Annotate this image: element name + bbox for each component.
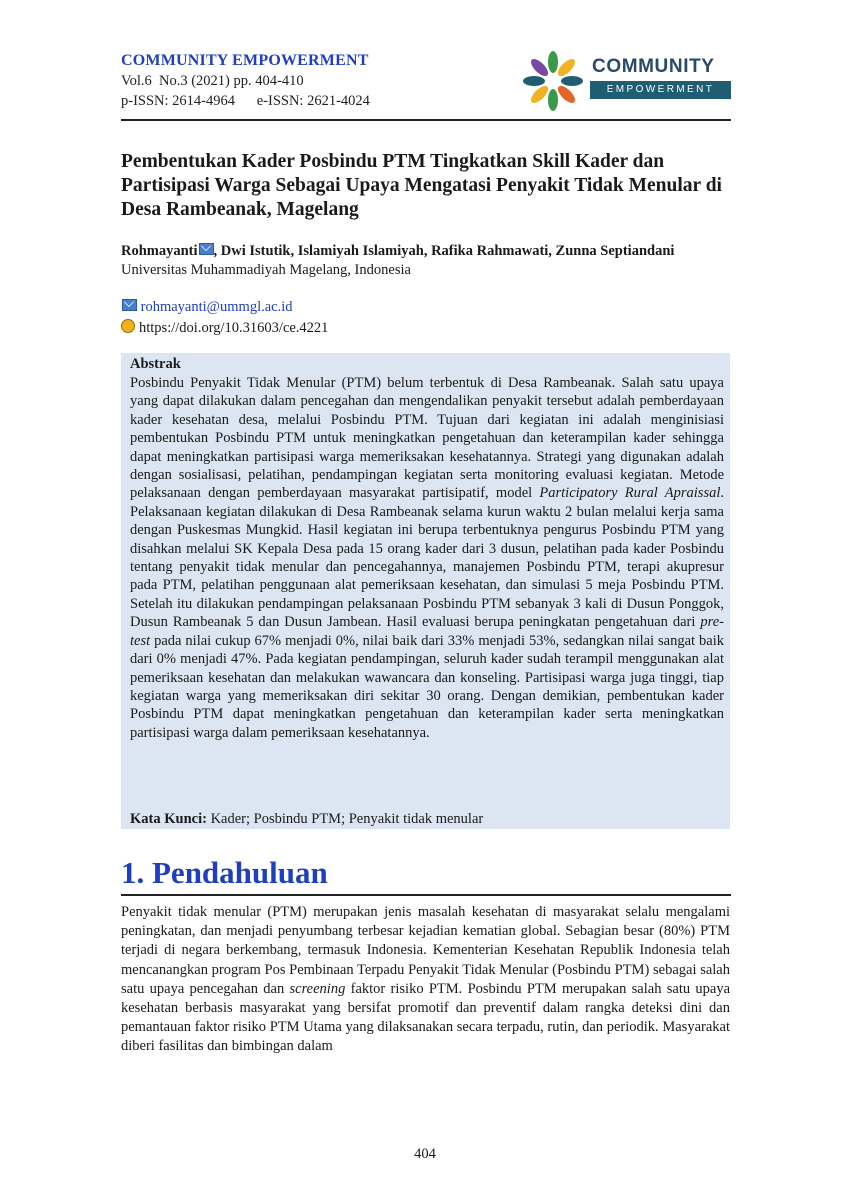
logo-subtitle: EMPOWERMENT (590, 81, 731, 99)
issn-info: p-ISSN: 2614-4964 e-ISSN: 2621-4024 (121, 93, 370, 109)
envelope-icon (122, 299, 137, 311)
article-title: Pembentukan Kader Posbindu PTM Tingkatkan Skill Kader dan Partisipasi Warga Sebagai Upaya Mengatasi Penyakit Tidak Menular di Desa Rambeanak, Magelang (121, 151, 722, 220)
keywords-list: Kader; Posbindu PTM; Penyakit tidak menular (206, 811, 484, 827)
doi-icon (121, 319, 135, 333)
section-body: Penyakit tidak menular (PTM) merupakan jenis masalah kesehatan di masyarakat selalu mengalami peningkatan, dan menjadi penyumbang terbesar kejadian kematian global. Sebagian besar (80%) PTM terjadi di negara berkembang, termasuk Indonesia. Kementerian Kesehatan Republik Indonesia telah mencanangkan program Pos Pembinaan Terpadu Penyakit Tidak Menular (Posbindu PTM) sebagai salah satu upaya pencegahan dan screening faktor risiko PTM. Posbindu PTM merupakan salah satu upaya kesehatan berbasis masyarakat yang bersifat promotif dan preventif dalam rangka deteksi dini dan pemantauan faktor risiko PTM Utama yang dilaksanakan secara terpadu, rutin, dan periodik. Masyarakat diberi fasilitas dan bimbingan dalam (121, 904, 731, 1055)
logo-title: COMMUNITY (592, 56, 715, 77)
volume-info: Vol.6 No.3 (2021) pp. 404-410 (121, 73, 304, 89)
envelope-icon[interactable] (199, 243, 214, 255)
abstract-box (121, 353, 730, 829)
doi-link[interactable]: https://doi.org/10.31603/ce.4221 (139, 320, 329, 336)
logo-emblem-icon (520, 48, 586, 114)
co-authors: , Dwi Istutik, Islamiyah Islamiyah, Rafika Rahmawati, Zunna Septiandani (213, 243, 675, 259)
journal-name: COMMUNITY EMPOWERMENT (121, 52, 369, 69)
email-link[interactable]: rohmayanti@ummgl.ac.id (140, 299, 293, 315)
keywords-label: Kata Kunci: (130, 811, 207, 827)
abstract-heading: Abstrak (130, 356, 181, 372)
doi-row (121, 319, 328, 337)
header-divider (121, 119, 731, 121)
journal-logo (520, 48, 735, 114)
abstract-text: Posbindu Penyakit Tidak Menular (PTM) belum terbentuk di Desa Rambeanak. Salah satu upaya yang dapat dilakukan dalam pencegahan dan mengendalikan penyakit tersebut adalah pemberdayaan kader kesehatan desa, melalui Posbindu PTM. Tujuan dari kegiatan ini adalah menginisiasi pembentukan Posbindu PTM untuk meningkatkan pengetahuan dan keterampilan kader sehingga dapat meningkatkan partisipasi warga memeriksakan kesehatannya. Strategi yang digunakan adalah dengan sosialisasi, pelatihan, pendampingan kegiatan serta monitoring evaluasi kegiatan. Metode pelaksanaan dengan pemberdayaan masyarakat partisipatif, model Participatory Rural Apraissal. Pelaksanaan kegiatan dilakukan di Desa Rambeanak selama kurun waktu 2 bulan melalui kerja sama dengan Puskesmas Mungkid. Hasil kegiatan ini berupa terbentuknya pengurus Posbindu PTM yang disahkan melalui SK Kepala Desa pada 15 orang kader dari 3 dusun, pelatihan pada kader Posbindu tentang penyakit tidak menular dan pencegahannya, manajemen Posbindu PTM, terapi akupresur pada PTM, pelatihan penggunaan alat pemeriksaan kesehatan, dan simulasi 5 meja Posbindu PTM. Setelah itu dilakukan pendampingan pelaksanaan Posbindu PTM sebanyak 3 kali di Dusun Ponggok, Dusun Rambeanak 5 dan Dusun Jambean. Hasil evaluasi berupa peningkatan pengetahuan dari pre-test pada nilai cukup 67% menjadi 0%, nilai baik dari 33% menjadi 53%, sedangkan nilai sangat baik dari 0% menjadi 47%. Pada kegiatan pendampingan, seluruh kader sudah terampil menggunakan alat pemeriksaan kesehatan dan melakukan wawancara dan konseling. Partisipasi warga juga tinggi, tiap kegiatan warga yang memeriksakan diri sekitar 30 orang. Dengan demikian, pembentukan kader Posbindu PTM dapat meningkatkan pengetahuan dan keterampilan kader serta meningkatkan partisipasi warga dalam pemeriksaan kesehatannya. (130, 375, 724, 741)
affiliation: Universitas Muhammadiyah Magelang, Indonesia (121, 262, 411, 278)
first-author: Rohmayanti (121, 243, 198, 259)
section-divider (121, 894, 731, 896)
author-list (121, 243, 741, 260)
keywords (130, 811, 483, 828)
section-heading: 1. Pendahuluan (121, 855, 328, 890)
email-row (121, 299, 293, 316)
page-number: 404 (414, 1146, 436, 1162)
